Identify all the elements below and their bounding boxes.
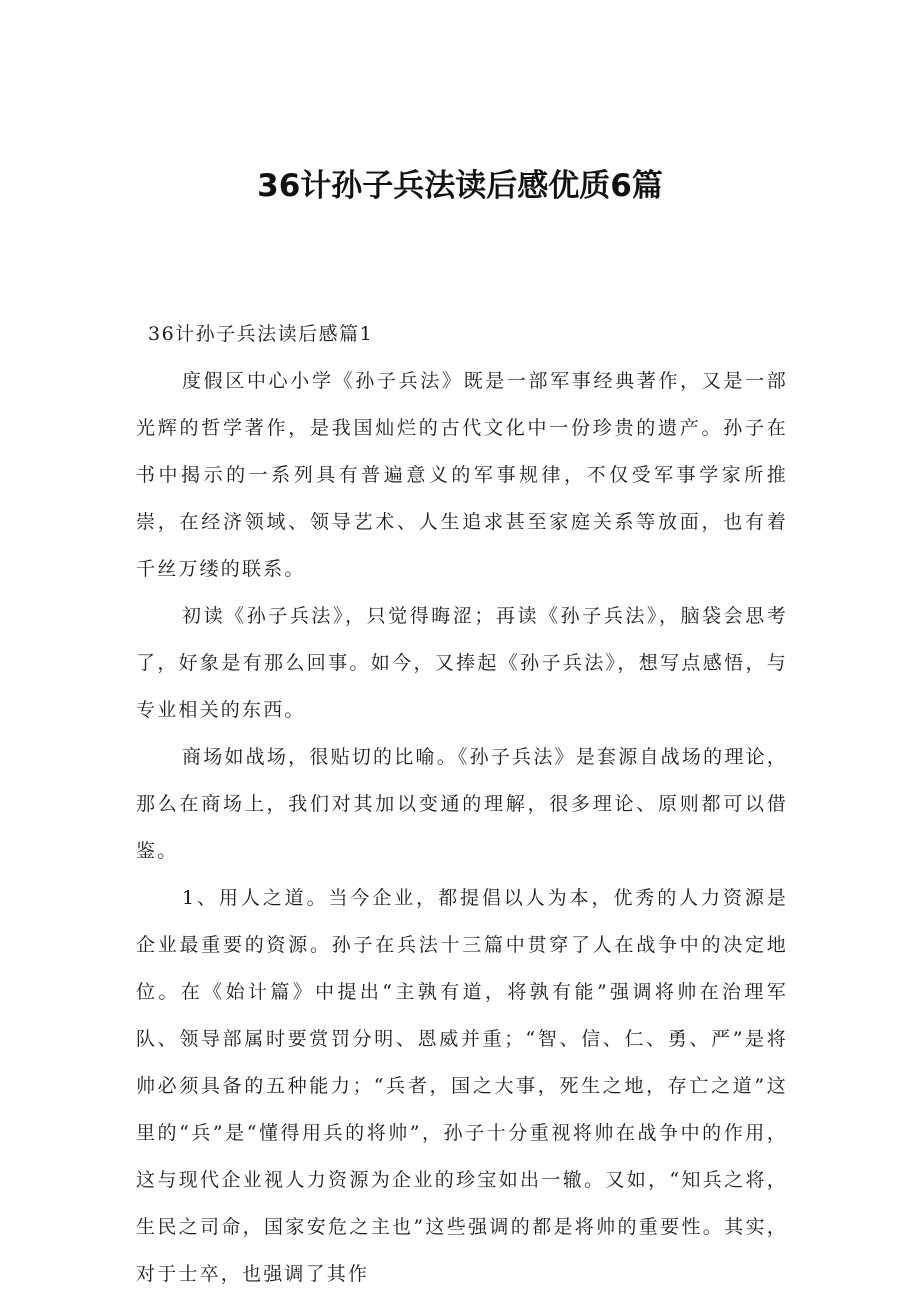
document-title: 36计孙子兵法读后感优质6篇: [257, 168, 663, 204]
paragraph: 商场如战场，很贴切的比喻。《孙子兵法》是套源自战场的理论，那么在商场上，我们对其加以变通的理解，很多理论、原则都可以借鉴。: [136, 746, 788, 862]
document-body: [136, 311, 788, 1298]
paragraph: 初读《孙子兵法》，只觉得晦涩；再读《孙子兵法》，脑袋会思考了，好象是有那么回事。如今，又捧起《孙子兵法》，想写点感悟，与专业相关的东西。: [136, 605, 788, 721]
paragraph: 1、用人之道。当今企业，都提倡以人为本，优秀的人力资源是企业最重要的资源。孙子在兵法十三篇中贯穿了人在战争中的决定地位。在《始计篇》中提出“主孰有道，将孰有能”强调将帅在治理军队、领导部属时要赏罚分明、恩威并重；“智、信、仁、勇、严”是将帅必须具备的五种能力；“兵者，国之大事，死生之地，存亡之道”这里的“兵”是“懂得用兵的将帅”，孙子十分重视将帅在战争中的作用，这与现代企业视人力资源为企业的珍宝如出一辙。又如，“知兵之将，生民之司命，国家安危之主也”这些强调的都是将帅的重要性。其实，对于士卒，也强调了其作: [136, 887, 788, 1285]
paragraph: 度假区中心小学《孙子兵法》既是一部军事经典著作，又是一部光辉的哲学著作，是我国灿烂的古代文化中一份珍贵的遗产。孙子在书中揭示的一系列具有普遍意义的军事规律，不仅受军事学家所推崇，在经济领域、领导艺术、人生追求甚至家庭关系等放面，也有着千丝万缕的联系。: [136, 370, 788, 580]
section-heading: 36计孙子兵法读后感篇1: [148, 323, 374, 345]
